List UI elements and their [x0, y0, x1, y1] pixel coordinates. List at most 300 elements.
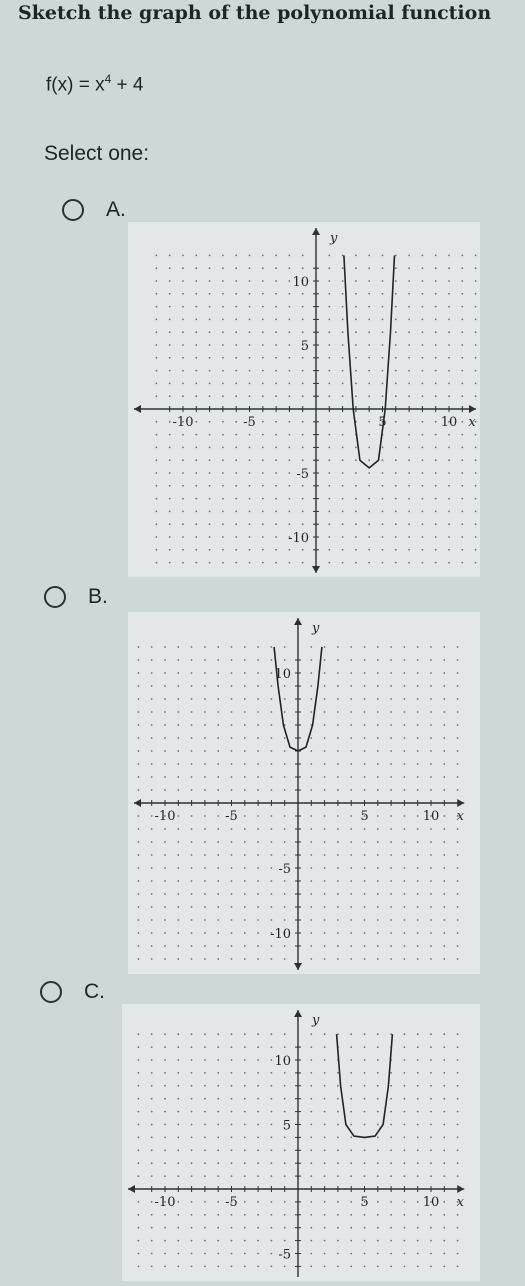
grid-dot	[337, 1149, 339, 1151]
grid-dot	[138, 854, 140, 856]
grid-dot	[138, 1046, 140, 1048]
grid-dot	[151, 932, 153, 934]
grid-dot	[302, 447, 304, 449]
grid-dot	[368, 344, 370, 346]
grid-dot	[417, 854, 419, 856]
grid-dot	[191, 1137, 193, 1139]
grid-dot	[284, 1149, 286, 1151]
grid-dot	[302, 370, 304, 372]
grid-dot	[377, 711, 379, 713]
grid-dot	[390, 1227, 392, 1229]
grid-dot	[217, 1085, 219, 1087]
grid-dot	[350, 1072, 352, 1074]
grid-dot	[355, 255, 357, 257]
grid-dot	[448, 434, 450, 436]
grid-dot	[182, 395, 184, 397]
grid-dot	[364, 1253, 366, 1255]
grid-dot	[337, 1214, 339, 1216]
grid-dot	[217, 1162, 219, 1164]
grid-dot	[177, 932, 179, 934]
grid-dot	[430, 1072, 432, 1074]
grid-dot	[257, 1098, 259, 1100]
grid-dot	[475, 549, 477, 551]
grid-dot	[377, 1149, 379, 1151]
question-prompt: Sketch the graph of the polynomial function	[18, 2, 492, 24]
x-axis-arrow-left	[134, 405, 141, 413]
grid-dot	[217, 1033, 219, 1035]
grid-dot	[191, 750, 193, 752]
grid-dot	[275, 370, 277, 372]
grid-dot	[443, 932, 445, 934]
radio-c[interactable]	[40, 981, 62, 1003]
grid-dot	[275, 421, 277, 423]
grid-dot	[408, 562, 410, 564]
grid-dot	[422, 370, 424, 372]
grid-dot	[448, 549, 450, 551]
grid-dot	[195, 459, 197, 461]
grid-dot	[284, 698, 286, 700]
grid-dot	[457, 893, 459, 895]
grid-dot	[151, 737, 153, 739]
x-tick-label: 10	[440, 415, 458, 430]
grid-dot	[364, 1111, 366, 1113]
grid-dot	[151, 867, 153, 869]
grid-dot	[169, 395, 171, 397]
grid-dot	[209, 293, 211, 295]
grid-dot	[222, 511, 224, 513]
grid-dot	[235, 370, 237, 372]
grid-dot	[310, 1214, 312, 1216]
grid-dot	[355, 395, 357, 397]
grid-dot	[475, 267, 477, 269]
grid-dot	[448, 472, 450, 474]
grid-dot	[324, 919, 326, 921]
grid-dot	[217, 880, 219, 882]
grid-dot	[231, 867, 233, 869]
grid-dot	[417, 828, 419, 830]
grid-dot	[461, 357, 463, 359]
grid-dot	[249, 306, 251, 308]
grid-dot	[209, 383, 211, 385]
grid-dot	[350, 932, 352, 934]
grid-dot	[408, 459, 410, 461]
grid-dot	[404, 1033, 406, 1035]
grid-dot	[404, 867, 406, 869]
grid-dot	[231, 698, 233, 700]
grid-dot	[195, 319, 197, 321]
grid-dot	[177, 1253, 179, 1255]
grid-dot	[422, 331, 424, 333]
grid-dot	[164, 919, 166, 921]
grid-dot	[156, 511, 158, 513]
grid-dot	[422, 523, 424, 525]
grid-dot	[271, 906, 273, 908]
grid-dot	[448, 319, 450, 321]
grid-dot	[395, 434, 397, 436]
grid-dot	[182, 511, 184, 513]
grid-dot	[271, 1124, 273, 1126]
grid-dot	[435, 306, 437, 308]
grid-dot	[156, 383, 158, 385]
grid-dot	[231, 1149, 233, 1151]
grid-dot	[395, 370, 397, 372]
grid-dot	[408, 267, 410, 269]
grid-dot	[448, 267, 450, 269]
grid-dot	[417, 1240, 419, 1242]
grid-dot	[417, 1266, 419, 1268]
grid-dot	[156, 293, 158, 295]
grid-dot	[430, 1085, 432, 1087]
option-a-label: A.	[106, 198, 126, 221]
grid-dot	[350, 750, 352, 752]
grid-dot	[422, 459, 424, 461]
radio-a[interactable]	[62, 199, 84, 221]
grid-dot	[377, 724, 379, 726]
grid-dot	[151, 1033, 153, 1035]
grid-dot	[217, 750, 219, 752]
grid-dot	[289, 472, 291, 474]
grid-dot	[457, 698, 459, 700]
grid-dot	[302, 421, 304, 423]
grid-dot	[257, 1149, 259, 1151]
grid-dot	[408, 331, 410, 333]
grid-dot	[422, 293, 424, 295]
grid-dot	[382, 472, 384, 474]
grid-dot	[390, 1137, 392, 1139]
grid-dot	[448, 511, 450, 513]
grid-dot	[195, 472, 197, 474]
grid-dot	[244, 893, 246, 895]
grid-dot	[271, 685, 273, 687]
grid-dot	[350, 711, 352, 713]
grid-dot	[231, 1175, 233, 1177]
grid-dot	[217, 1201, 219, 1203]
grid-dot	[191, 1059, 193, 1061]
grid-dot	[390, 893, 392, 895]
grid-dot	[417, 1111, 419, 1113]
grid-dot	[350, 659, 352, 661]
grid-dot	[249, 472, 251, 474]
grid-dot	[461, 511, 463, 513]
grid-dot	[257, 1175, 259, 1177]
grid-dot	[377, 906, 379, 908]
grid-dot	[177, 1085, 179, 1087]
option-c[interactable]	[40, 980, 105, 1004]
grid-dot	[244, 815, 246, 817]
grid-dot	[395, 319, 397, 321]
grid-dot	[475, 280, 477, 282]
grid-dot	[430, 1137, 432, 1139]
grid-dot	[355, 447, 357, 449]
grid-dot	[337, 672, 339, 674]
grid-dot	[390, 685, 392, 687]
grid-dot	[430, 1253, 432, 1255]
grid-dot	[443, 854, 445, 856]
grid-dot	[204, 711, 206, 713]
grid-dot	[302, 498, 304, 500]
grid-dot	[209, 255, 211, 257]
grid-dot	[302, 306, 304, 308]
grid-dot	[350, 893, 352, 895]
grid-dot	[404, 659, 406, 661]
x-tick-label: 5	[360, 1195, 369, 1210]
grid-dot	[151, 1085, 153, 1087]
grid-dot	[217, 1214, 219, 1216]
grid-dot	[390, 1162, 392, 1164]
grid-dot	[430, 685, 432, 687]
grid-dot	[337, 1162, 339, 1164]
grid-dot	[156, 447, 158, 449]
grid-dot	[138, 1162, 140, 1164]
grid-dot	[350, 1085, 352, 1087]
grid-dot	[204, 724, 206, 726]
grid-dot	[244, 1175, 246, 1177]
grid-dot	[324, 815, 326, 817]
grid-dot	[182, 383, 184, 385]
grid-dot	[430, 724, 432, 726]
grid-dot	[195, 293, 197, 295]
grid-dot	[164, 932, 166, 934]
grid-dot	[204, 945, 206, 947]
grid-dot	[475, 383, 477, 385]
grid-dot	[475, 447, 477, 449]
grid-dot	[417, 1214, 419, 1216]
grid-dot	[390, 789, 392, 791]
grid-dot	[404, 1201, 406, 1203]
grid-dot	[177, 737, 179, 739]
grid-dot	[156, 319, 158, 321]
grid-dot	[324, 1201, 326, 1203]
grid-dot	[138, 815, 140, 817]
grid-dot	[368, 498, 370, 500]
grid-dot	[430, 659, 432, 661]
grid-dot	[310, 1059, 312, 1061]
grid-dot	[182, 472, 184, 474]
grid-dot	[217, 1137, 219, 1139]
grid-dot	[182, 293, 184, 295]
grid-dot	[191, 724, 193, 726]
grid-dot	[443, 1201, 445, 1203]
grid-dot	[191, 828, 193, 830]
grid-dot	[164, 1111, 166, 1113]
radio-b[interactable]	[44, 586, 66, 608]
grid-dot	[350, 672, 352, 674]
grid-dot	[382, 562, 384, 564]
grid-dot	[350, 880, 352, 882]
grid-dot	[257, 1033, 259, 1035]
y-axis-label: y	[312, 621, 320, 636]
grid-dot	[457, 1149, 459, 1151]
grid-dot	[443, 1124, 445, 1126]
grid-dot	[289, 523, 291, 525]
grid-dot	[324, 685, 326, 687]
grid-dot	[390, 672, 392, 674]
grid-dot	[249, 383, 251, 385]
grid-dot	[457, 685, 459, 687]
grid-dot	[395, 344, 397, 346]
grid-dot	[191, 659, 193, 661]
grid-dot	[417, 1162, 419, 1164]
grid-dot	[257, 1162, 259, 1164]
grid-dot	[457, 1111, 459, 1113]
grid-dot	[289, 383, 291, 385]
grid-dot	[417, 1059, 419, 1061]
grid-dot	[164, 906, 166, 908]
grid-dot	[350, 815, 352, 817]
grid-dot	[177, 1098, 179, 1100]
grid-dot	[395, 293, 397, 295]
grid-dot	[275, 331, 277, 333]
grid-dot	[275, 523, 277, 525]
grid-dot	[310, 1227, 312, 1229]
grid-dot	[457, 841, 459, 843]
grid-dot	[350, 1046, 352, 1048]
grid-dot	[204, 1124, 206, 1126]
grid-dot	[217, 828, 219, 830]
grid-dot	[217, 789, 219, 791]
grid-dot	[257, 945, 259, 947]
grid-dot	[377, 1214, 379, 1216]
grid-dot	[284, 685, 286, 687]
grid-dot	[337, 893, 339, 895]
grid-dot	[368, 267, 370, 269]
grid-dot	[435, 459, 437, 461]
grid-dot	[342, 562, 344, 564]
grid-dot	[217, 672, 219, 674]
grid-dot	[417, 1175, 419, 1177]
grid-dot	[368, 511, 370, 513]
grid-dot	[404, 1162, 406, 1164]
grid-dot	[289, 485, 291, 487]
grid-dot	[382, 395, 384, 397]
grid-dot	[222, 459, 224, 461]
grid-dot	[430, 1124, 432, 1126]
grid-dot	[156, 434, 158, 436]
grid-dot	[169, 344, 171, 346]
grid-dot	[289, 562, 291, 564]
grid-dot	[377, 1137, 379, 1139]
grid-dot	[204, 1046, 206, 1048]
grid-dot	[191, 698, 193, 700]
grid-dot	[191, 867, 193, 869]
grid-dot	[164, 1098, 166, 1100]
grid-dot	[284, 815, 286, 817]
grid-dot	[382, 357, 384, 359]
grid-dot	[164, 659, 166, 661]
grid-dot	[151, 1124, 153, 1126]
grid-dot	[191, 854, 193, 856]
grid-dot	[350, 841, 352, 843]
grid-dot	[195, 447, 197, 449]
grid-dot	[217, 1253, 219, 1255]
grid-dot	[217, 919, 219, 921]
grid-dot	[377, 1111, 379, 1113]
grid-dot	[461, 319, 463, 321]
grid-dot	[350, 724, 352, 726]
grid-dot	[324, 958, 326, 960]
option-a[interactable]	[62, 198, 126, 222]
grid-dot	[275, 255, 277, 257]
grid-dot	[271, 646, 273, 648]
grid-dot	[404, 711, 406, 713]
grid-dot	[430, 646, 432, 648]
grid-dot	[289, 459, 291, 461]
grid-dot	[457, 1227, 459, 1229]
grid-dot	[262, 383, 264, 385]
option-b[interactable]	[44, 585, 108, 609]
grid-dot	[156, 536, 158, 538]
grid-dot	[443, 1085, 445, 1087]
grid-dot	[461, 472, 463, 474]
grid-dot	[417, 893, 419, 895]
grid-dot	[217, 1046, 219, 1048]
grid-dot	[435, 395, 437, 397]
grid-dot	[289, 280, 291, 282]
grid-dot	[382, 511, 384, 513]
grid-dot	[364, 1214, 366, 1216]
grid-dot	[231, 1059, 233, 1061]
grid-dot	[284, 1214, 286, 1216]
grid-dot	[417, 906, 419, 908]
grid-dot	[244, 1137, 246, 1139]
grid-dot	[231, 828, 233, 830]
grid-dot	[209, 434, 211, 436]
grid-dot	[231, 1072, 233, 1074]
grid-dot	[191, 1098, 193, 1100]
grid-dot	[324, 1162, 326, 1164]
grid-dot	[448, 293, 450, 295]
y-axis-arrow-down	[312, 566, 320, 573]
grid-dot	[457, 1214, 459, 1216]
grid-dot	[209, 549, 211, 551]
grid-dot	[151, 854, 153, 856]
grid-dot	[324, 1046, 326, 1048]
grid-dot	[177, 1227, 179, 1229]
grid-dot	[408, 319, 410, 321]
grid-dot	[337, 1266, 339, 1268]
grid-dot	[364, 1175, 366, 1177]
grid-dot	[138, 646, 140, 648]
grid-dot	[195, 498, 197, 500]
grid-dot	[475, 306, 477, 308]
grid-dot	[138, 672, 140, 674]
grid-dot	[244, 1033, 246, 1035]
grid-dot	[430, 1175, 432, 1177]
grid-dot	[457, 659, 459, 661]
grid-dot	[177, 1046, 179, 1048]
grid-dot	[324, 1227, 326, 1229]
grid-dot	[231, 1098, 233, 1100]
grid-dot	[377, 1240, 379, 1242]
grid-dot	[191, 1201, 193, 1203]
grid-dot	[271, 750, 273, 752]
grid-dot	[417, 750, 419, 752]
grid-dot	[217, 1098, 219, 1100]
grid-dot	[169, 447, 171, 449]
grid-dot	[337, 945, 339, 947]
grid-dot	[169, 255, 171, 257]
grid-dot	[209, 344, 211, 346]
grid-dot	[151, 1214, 153, 1216]
grid-dot	[328, 459, 330, 461]
grid-dot	[377, 1266, 379, 1268]
grid-dot	[191, 945, 193, 947]
grid-dot	[177, 1201, 179, 1203]
grid-dot	[244, 854, 246, 856]
grid-dot	[257, 828, 259, 830]
grid-dot	[151, 672, 153, 674]
grid-dot	[182, 485, 184, 487]
